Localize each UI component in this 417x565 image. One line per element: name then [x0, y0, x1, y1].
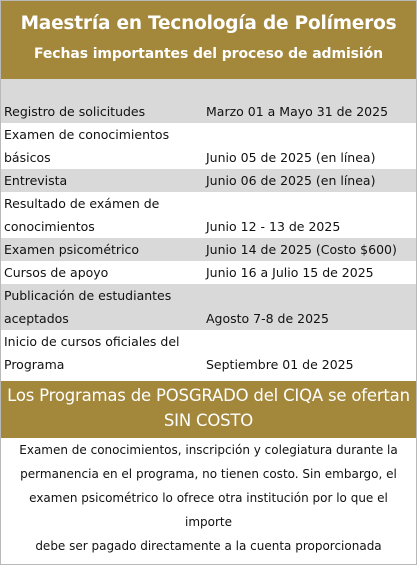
event-name-line: básicos: [4, 150, 51, 165]
event-date: Marzo 01 a Mayo 31 de 2025: [203, 100, 416, 123]
event-name-line: Programa: [4, 357, 65, 372]
event-date: Agosto 7-8 de 2025: [203, 284, 416, 330]
event-date: Junio 16 a Julio 15 de 2025: [203, 261, 416, 284]
dates-subtitle: Fechas importantes del proceso de admisión: [34, 46, 383, 62]
banner-line-2: SIN COSTO: [163, 411, 254, 430]
event-name: [1, 100, 203, 123]
schedule-row: [1, 100, 416, 123]
event-name-line: Entrevista: [4, 173, 68, 188]
program-title: Maestría en Tecnología de Polímeros: [20, 13, 397, 34]
event-name-line: Inicio de cursos oficiales del: [4, 334, 180, 349]
event-date: Junio 05 de 2025 (en línea): [203, 123, 416, 169]
banner-line-1: Los Programas de POSGRADO del CIQA se ofertan: [7, 386, 410, 405]
event-name: [1, 238, 203, 261]
cost-note: [1, 438, 416, 558]
event-name-line: conocimientos: [4, 219, 95, 234]
event-name-line: aceptados: [4, 311, 69, 326]
schedule-row: [1, 284, 416, 330]
schedule-row: [1, 123, 416, 169]
event-date: Septiembre 01 de 2025: [203, 330, 416, 376]
header-spacer: [1, 79, 416, 100]
note-line: examen psicométrico lo ofrece otra institución por lo que el importe: [29, 491, 388, 529]
free-programs-banner: [1, 381, 416, 438]
event-date: Junio 12 - 13 de 2025: [203, 192, 416, 238]
schedule-row: [1, 192, 416, 238]
note-line: Examen de conocimientos, inscripción y colegiatura durante la: [19, 443, 398, 457]
schedule-table: [1, 100, 416, 376]
event-date: Junio 06 de 2025 (en línea): [203, 169, 416, 192]
header: [1, 1, 416, 79]
event-date: Junio 14 de 2025 (Costo $600): [203, 238, 416, 261]
event-name: [1, 284, 203, 330]
schedule-row: [1, 261, 416, 284]
schedule-row: [1, 169, 416, 192]
note-line: debe ser pagado directamente a la cuenta proporcionada: [35, 539, 382, 553]
event-name: [1, 330, 203, 376]
schedule-row: [1, 238, 416, 261]
event-name: [1, 192, 203, 238]
event-name: [1, 123, 203, 169]
event-name-line: Registro de solicitudes: [4, 104, 146, 119]
event-name: [1, 261, 203, 284]
event-name-line: Resultado de exámen de: [4, 196, 160, 211]
event-name-line: Examen de conocimientos: [4, 127, 170, 142]
event-name: [1, 169, 203, 192]
event-name-line: Publicación de estudiantes: [4, 288, 172, 303]
event-name-line: Cursos de apoyo: [4, 265, 109, 280]
schedule-row: [1, 330, 416, 376]
note-line: permanencia en el programa, no tienen costo. Sin embargo, el: [20, 467, 397, 481]
event-name-line: Examen psicométrico: [4, 242, 140, 257]
